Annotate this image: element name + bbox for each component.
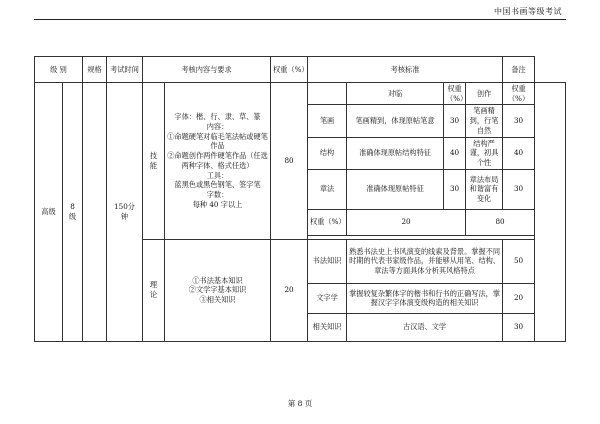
item-weight2: 30 [503,105,535,137]
item-name: 笔画 [308,105,347,137]
col-level: 级 别 [35,57,83,83]
sub-header-create: 创作 [466,83,503,105]
header-rule [34,19,566,20]
item-weight1: 40 [444,137,466,169]
item-weight1: 30 [444,169,466,209]
col-spec: 规格 [83,57,107,83]
table-header-row [35,57,566,83]
item-name: 章法 [308,169,347,209]
weight-row-create: 80 [466,209,535,235]
item-weight1: 30 [444,105,466,137]
item-weight2: 30 [503,169,535,209]
sub-header-blank [308,83,347,105]
theory-item-name: 书法知识 [308,239,347,283]
item-weight2: 40 [503,137,535,169]
theory-item-name: 文字学 [308,283,347,313]
skill-weight: 80 [271,83,308,240]
theory-label: 理论 [143,239,165,341]
sub-header-copy: 对临 [347,83,444,105]
item-create: 章法布局和谐富有变化 [466,169,503,209]
item-create: 笔画精到，行笔自然 [466,105,503,137]
theory-item-weight: 30 [503,313,535,341]
document-header-title: 中国书画等级考试 [494,7,562,16]
item-copy: 准确体现原帖特征 [347,169,444,209]
skill-label: 技能 [143,83,165,240]
theory-item-text: 掌握较复杂繁体字的楷书和行书的正确写法，掌握汉字字体演变级构造的相关知识 [347,283,503,313]
col-weight: 权重（%） [271,57,308,83]
spec-cell [83,83,107,342]
item-create: 结构严谨，初具个性 [466,137,503,169]
grade-cell: 8级 [63,83,83,342]
theory-item-text: 熟悉书法史上书风演变的线索及背景。掌握不同时期的代表书家级作品，并能够从用笔、结构、章法等方面具体分析其风格特点 [347,239,503,283]
col-standard: 考核标准 [308,57,503,83]
sub-header-weight2: 权重（%） [503,83,535,105]
exam-table [34,56,566,342]
theory-item-text: 古汉语、文学 [347,313,503,341]
item-copy: 准确体现原帖结构特征 [347,137,444,169]
col-content: 考核内容与要求 [143,57,271,83]
time-cell: 150分钟 [107,83,143,342]
theory-content: ①书法基本知识 ②文学字基本知识 ③相关知识 [165,239,271,341]
skill-content: 字体：楷、行、隶、草、篆 内容： ①命题硬笔对临毛笔法帖或硬笔作品 ②命题创作两件硬笔作品（任选两种字体、格式任选） 工具： 蓝黑色或黑色钢笔、签字笔 字数： 每种 40 字以上 [165,83,271,240]
theory-item-weight: 20 [503,283,535,313]
weight-row-copy: 20 [347,209,466,235]
theory-weight: 20 [271,239,308,341]
item-copy: 笔画精到，体现原帖笔意 [347,105,444,137]
col-exam-time: 考试时间 [107,57,143,83]
item-name: 结构 [308,137,347,169]
sub-header-weight1: 权重（%） [444,83,466,105]
theory-item-weight: 50 [503,239,535,283]
level-cell: 高级 [35,83,63,342]
weight-row-label: 权重（%） [308,209,347,235]
theory-item-name: 相关知识 [308,313,347,341]
page-number: 第 8 页 [287,399,313,408]
table-row [35,83,566,105]
remark-cell [535,83,566,342]
col-remark: 备注 [503,57,535,83]
